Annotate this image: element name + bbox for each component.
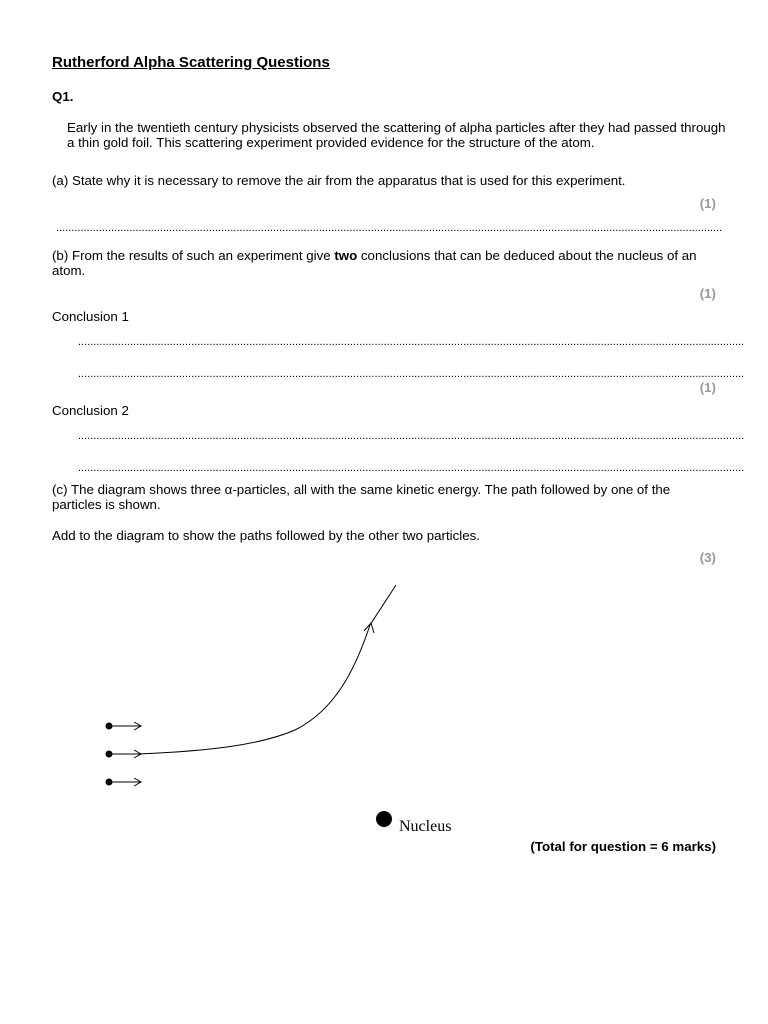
scattering-diagram[interactable]	[90, 575, 490, 840]
part-a-marks: (1)	[699, 196, 716, 211]
emphasis-two: two	[334, 248, 358, 263]
part-b-question: (b) From the results of such an experiment give two conclusions that can be deduced about the nucleus of an atom.	[52, 248, 697, 278]
question-number: Q1.	[52, 89, 74, 104]
conclusion-2-label: Conclusion 2	[52, 403, 129, 418]
question-intro: Early in the twentieth century physicists observed the scattering of alpha particles after they had passed through a thin gold foil. This scattering experiment provided evidence for the structure of the atom.	[67, 120, 726, 150]
part-a-question: (a) State why it is necessary to remove the air from the apparatus that is used for this experiment.	[52, 173, 626, 188]
nucleus-label: Nucleus	[399, 818, 452, 835]
answer-line-b1-1[interactable]: ..........................................................................................................................................................................................................................	[78, 336, 745, 348]
answer-line-b2-1[interactable]: ..........................................................................................................................................................................................................................	[78, 430, 745, 442]
part-b-marks-1: (1)	[699, 286, 716, 301]
part-b-marks-2: (1)	[699, 380, 716, 395]
alpha-particle-top	[106, 722, 142, 730]
part-c-question: (c) The diagram shows three α-particles, all with the same kinetic energy. The path followed by one of the particles is shown.	[52, 482, 671, 512]
answer-line-b1-2[interactable]: ..........................................................................................................................................................................................................................	[78, 368, 745, 380]
alpha-particle-middle	[106, 750, 142, 758]
alpha-particle-bottom	[106, 778, 142, 786]
answer-line-a[interactable]: ..........................................................................................................................................................................................................................	[56, 222, 723, 234]
nucleus-dot	[376, 811, 392, 827]
answer-line-b2-2[interactable]: ..........................................................................................................................................................................................................................	[78, 462, 745, 474]
deflected-path	[138, 585, 396, 754]
part-c-marks: (3)	[699, 550, 716, 565]
conclusion-1-label: Conclusion 1	[52, 309, 129, 324]
total-marks: (Total for question = 6 marks)	[530, 839, 716, 854]
part-c-instruction: Add to the diagram to show the paths followed by the other two particles.	[52, 528, 480, 543]
page-title: Rutherford Alpha Scattering Questions	[52, 54, 330, 71]
